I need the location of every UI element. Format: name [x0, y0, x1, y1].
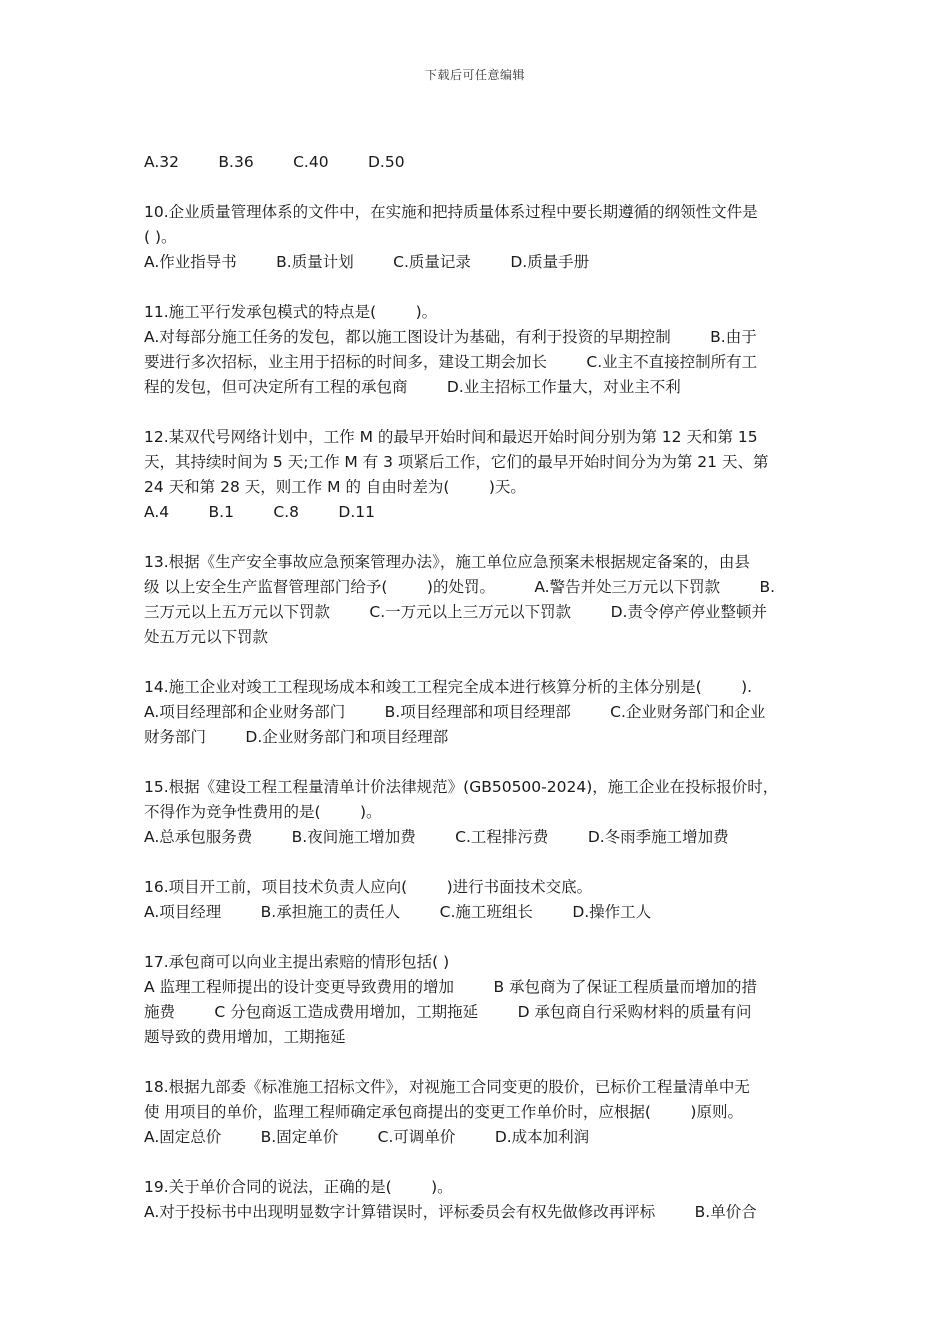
answer-options: A.项目经理 B.承担施工的责任人 C.施工班组长 D.操作工人 — [144, 903, 652, 921]
text-line: A.32 B.36 C.40 D.50 — [144, 153, 405, 171]
question-text: 18.根据九部委《标准施工招标文件》，对视施工合同变更的股价，已标价工程量清单中无 — [144, 1078, 750, 1096]
page-header: 下载后可任意编辑 — [424, 68, 525, 82]
question-12 — [144, 425, 810, 525]
question-19 — [144, 1175, 810, 1225]
answer-options-q9 — [144, 150, 810, 175]
question-17 — [144, 950, 810, 1050]
answer-options: A.项目经理部和企业财务部门 B.项目经理部和项目经理部 C.企业财务部门和企业 — [144, 703, 766, 721]
question-13 — [144, 550, 810, 650]
question-text: 12.某双代号网络计划中，工作 M 的最早开始时间和最迟开始时间分别为第 12 天和第 15 — [144, 428, 758, 446]
question-16 — [144, 875, 810, 925]
answer-options: 题导致的费用增加，工期拖延 — [144, 1028, 346, 1046]
answer-options: A.对于投标书中出现明显数字计算错误时，评标委员会有权先做修改再评标 B.单价合 — [144, 1203, 757, 1221]
question-10 — [144, 200, 810, 275]
question-text: 13.根据《生产安全事故应急预案管理办法》，施工单位应急预案未根据规定备案的，由县 — [144, 553, 750, 571]
question-text: 16.项目开工前，项目技术负责人应向( )进行书面技术交底。 — [144, 878, 593, 896]
answer-options: A.作业指导书 B.质量计划 C.质量记录 D.质量手册 — [144, 253, 590, 271]
question-11 — [144, 300, 810, 400]
question-text: ( )。 — [144, 228, 177, 246]
question-text: 17.承包商可以向业主提出索赔的情形包括( ) — [144, 953, 450, 971]
question-18 — [144, 1075, 810, 1150]
answer-options: A.总承包服务费 B.夜间施工增加费 C.工程排污费 D.冬雨季施工增加费 — [144, 828, 729, 846]
question-text: 级 以上安全生产监督管理部门给予( )的处罚。 A.警告并处三万元以下罚款 B. — [144, 578, 776, 596]
answer-options: A 监理工程师提出的设计变更导致费用的增加 B 承包商为了保证工程质量而增加的措 — [144, 978, 758, 996]
question-15 — [144, 775, 810, 850]
answer-options: 处五万元以下罚款 — [144, 628, 269, 646]
question-text: 10.企业质量管理体系的文件中，在实施和把持质量体系过程中要长期遵循的纲领性文件是 — [144, 203, 758, 221]
question-text: 19.关于单价合同的说法，正确的是( )。 — [144, 1178, 453, 1196]
answer-options: 要进行多次招标，业主用于招标的时间多，建设工期会加长 C.业主不直接控制所有工 — [144, 353, 758, 371]
document-body — [144, 150, 810, 1250]
question-14 — [144, 675, 810, 750]
answer-options: A.4 B.1 C.8 D.11 — [144, 503, 375, 521]
question-text: 24 天和第 28 天，则工作 M 的 自由时差为( )天。 — [144, 478, 526, 496]
answer-options: 三万元以上五万元以下罚款 C.一万元以上三万元以下罚款 D.责令停产停业整顿并 — [144, 603, 767, 621]
answer-options: A.对每部分施工任务的发包，都以施工图设计为基础，有利于投资的早期控制 B.由于 — [144, 328, 757, 346]
question-text: 不得作为竞争性费用的是( )。 — [144, 803, 382, 821]
answer-options: 程的发包，但可决定所有工程的承包商 D.业主招标工作量大，对业主不利 — [144, 378, 681, 396]
answer-options: 财务部门 D.企业财务部门和项目经理部 — [144, 728, 449, 746]
question-text: 天，其持续时间为 5 天;工作 M 有 3 项紧后工作，它们的最早开始时间分为为第 21 天、第 — [144, 453, 769, 471]
question-text: 14.施工企业对竣工工程现场成本和竣工工程完全成本进行核算分析的主体分别是( ). — [144, 678, 753, 696]
question-text: 15.根据《建设工程工程量清单计价法律规范》(GB50500-2024)，施工企业在投标报价时， — [144, 778, 779, 796]
answer-options: 施费 C 分包商返工造成费用增加，工期拖延 D 承包商自行采购材料的质量有问 — [144, 1003, 752, 1021]
question-text: 使 用项目的单价，监理工程师确定承包商提出的变更工作单价时，应根据( )原则。 — [144, 1103, 743, 1121]
question-text: 11.施工平行发承包模式的特点是( )。 — [144, 303, 438, 321]
answer-options: A.固定总价 B.固定单价 C.可调单价 D.成本加利润 — [144, 1128, 590, 1146]
